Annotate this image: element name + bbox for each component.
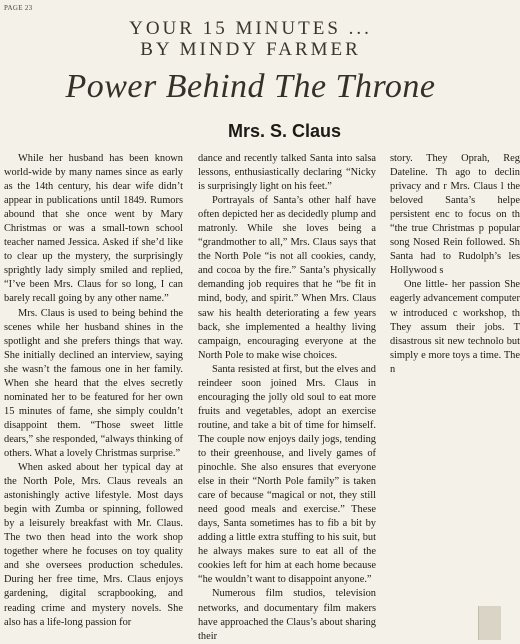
paragraph: One little- her passion She eagerly advancement computer w introduced c workshop, th They assum their jobs. T disastrous sit new technolo but simply e more toys a time. The n — [390, 279, 520, 375]
article-column-3 — [390, 152, 520, 640]
headline: Power Behind The Throne — [65, 68, 436, 105]
article-column-1 — [4, 152, 183, 640]
paragraph: While her husband has been known world-wide by many names since as early as the 14th century, his dear wife didn’t appear in publications until 1849. Rumors abound that she once went by Mary Christmas or was a small-town school teacher named Jessica. Asked if she’d like to clear up the mystery, the surprisingly sprightly lady simply smiled and replied, “I’ve been Mrs. Claus for so long, I can barely recall going by any other name.” — [4, 153, 183, 305]
page-number: PAGE 23 — [4, 4, 33, 12]
column-name: YOUR 15 MINUTES ... — [129, 18, 372, 39]
paragraph-continued: story. They Oprah, Reg Dateline. Th ago to declin privacy and r Mrs. Claus l the beloved Santa’s helpe persistent enc to focus on th “the true Christmas p popular song Nosed Rein followed. Sh Santa had to Rudolph’s les Hollywood s — [390, 153, 520, 277]
page-tab — [478, 606, 501, 640]
paragraph: Numerous film studios, television networks, and documentary film makers have approached the Claus’s about sharing their — [198, 588, 376, 642]
paragraph: Santa resisted at first, but the elves and reindeer soon joined Mrs. Claus in encouraging the jolly old soul to eat more fruits and vegetables, adopt an exercise routine, and take a bit of time for himself. The couple now enjoys daily jogs, tending to their greenhouse, and lively games of pinochle. She also ensures that everyone else in their “North Pole family” is taken care of because “magical or not, they still need good meals and exercise.” These days, Santa sometimes has to fib a bit by adding a little extra stuffing to his suit, but he always makes sure to eat all of the cookies left for him at each home because “he wouldn’t want to disappoint anyone.” — [198, 363, 376, 586]
subhead: Mrs. S. Claus — [228, 121, 342, 141]
column-title — [0, 18, 501, 60]
paragraph: Mrs. Claus is used to being behind the scenes while her husband shines in the spotlight and she prefers things that way. She initially declined an interview, saying she wasn’t the famous one in her family. When she heard that the elves secretly nominated her to be featured for her own 15 minutes of fame, she simply couldn’t disappoint them. “Those sweet little dears,” she responded, “always thinking of others. What a lovely Christmas surprise.” — [4, 307, 183, 459]
byline: BY MINDY FARMER — [140, 39, 361, 60]
paragraph-continued: dance and recently talked Santa into salsa lessons, enthusiastically declaring “Nicky is surprisingly light on his feet.” — [198, 153, 376, 193]
paragraph: Portrayals of Santa’s other half have often depicted her as decidedly plump and matronly. While she loves being a “grandmother to all,” Mrs. Claus says that the North Pole “is not all cookies, candy, and cocoa by the fire.” Santa’s physically demanding job requires that he “be fit in mind, body, and spirit.” When Mrs. Claus saw his health deteriorating a few years back, she implemented a healthy living campaign, encouraging everyone at the North Pole to make wise choices. — [198, 195, 376, 361]
paragraph: When asked about her typical day at the North Pole, Mrs. Claus reveals an astonishingly active lifestyle. Most days begin with Zumba or spinning, followed by a leisurely breakfast with Mr. Claus. The two then head into the work shop together where he focuses on toy quality and she oversees production schedules. During her free time, Mrs. Claus enjoys gardening, digital scrapbooking, and reading crime and mystery novels. She also has a life-long passion for — [4, 462, 183, 628]
article-column-2 — [198, 152, 376, 640]
